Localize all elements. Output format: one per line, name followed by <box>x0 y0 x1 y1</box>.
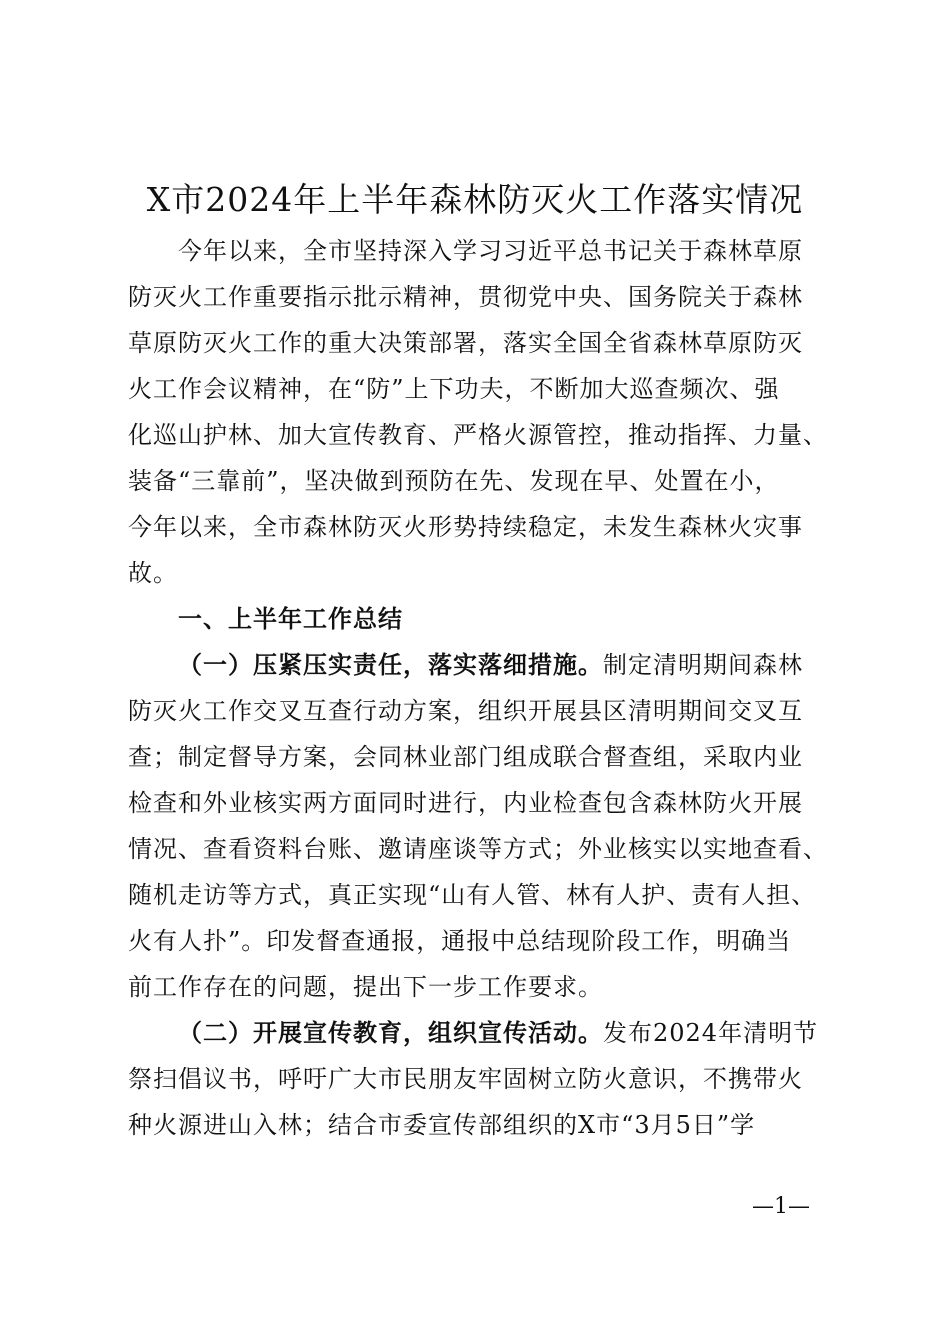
paragraph-line: 种火源进山入林；结合市委宣传部组织的X市“3月5日”学 <box>128 1111 756 1139</box>
item-text: 发布2024年清明节 <box>603 1019 819 1047</box>
paragraph-line: 化巡山护林、加大宣传教育、严格火源管控，推动指挥、力量、 <box>128 421 828 449</box>
item-lead: （二）开展宣传教育，组织宣传活动。 <box>178 1018 603 1047</box>
paragraph-line: 今年以来，全市坚持深入学习习近平总书记关于森林草原 <box>178 237 803 265</box>
paragraph-line: 故。 <box>128 559 178 587</box>
paragraph-line: 防灭火工作交叉互查行动方案，组织开展县区清明期间交叉互 <box>128 697 803 725</box>
item-first-line <box>128 642 832 688</box>
paragraph-line: 查；制定督导方案，会同林业部门组成联合督查组，采取内业 <box>128 743 803 771</box>
paragraph-line: 前工作存在的问题，提出下一步工作要求。 <box>128 973 603 1001</box>
paragraph-line: 火工作会议精神，在“防”上下功夫，不断加大巡查频次、强 <box>128 375 780 403</box>
section-one <box>128 596 832 1148</box>
paragraph-line: 随机走访等方式，真正实现“山有人管、林有人护、责有人担、 <box>128 881 817 909</box>
paragraph-line: 装备“三靠前”，坚决做到预防在先、发现在早、处置在小， <box>128 467 780 495</box>
paragraph-line: 检查和外业核实两方面同时进行，内业检查包含森林防火开展 <box>128 789 803 817</box>
paragraph-line: 草原防灭火工作的重大决策部署，落实全国全省森林草原防灭 <box>128 329 803 357</box>
paragraph-line: 祭扫倡议书，呼吁广大市民朋友牢固树立防火意识，不携带火 <box>128 1065 803 1093</box>
page-number: —1— <box>752 1194 810 1219</box>
item-first-line <box>128 1010 832 1056</box>
item-text: 制定清明期间森林 <box>603 651 803 679</box>
paragraph-line: 防灭火工作重要指示批示精神，贯彻党中央、国务院关于森林 <box>128 283 803 311</box>
paragraph-line: 今年以来，全市森林防灭火形势持续稳定，未发生森林火灾事 <box>128 513 803 541</box>
paragraph-line: 火有人扑”。印发督查通报，通报中总结现阶段工作，明确当 <box>128 927 792 955</box>
intro-paragraph <box>128 228 832 596</box>
section-heading: 一、上半年工作总结 <box>178 604 403 633</box>
document-title: X市2024年上半年森林防灭火工作落实情况 <box>146 180 804 219</box>
item-lead: （一）压紧压实责任，落实落细措施。 <box>178 650 603 679</box>
paragraph-line: 情况、查看资料台账、邀请座谈等方式；外业核实以实地查看、 <box>128 835 828 863</box>
